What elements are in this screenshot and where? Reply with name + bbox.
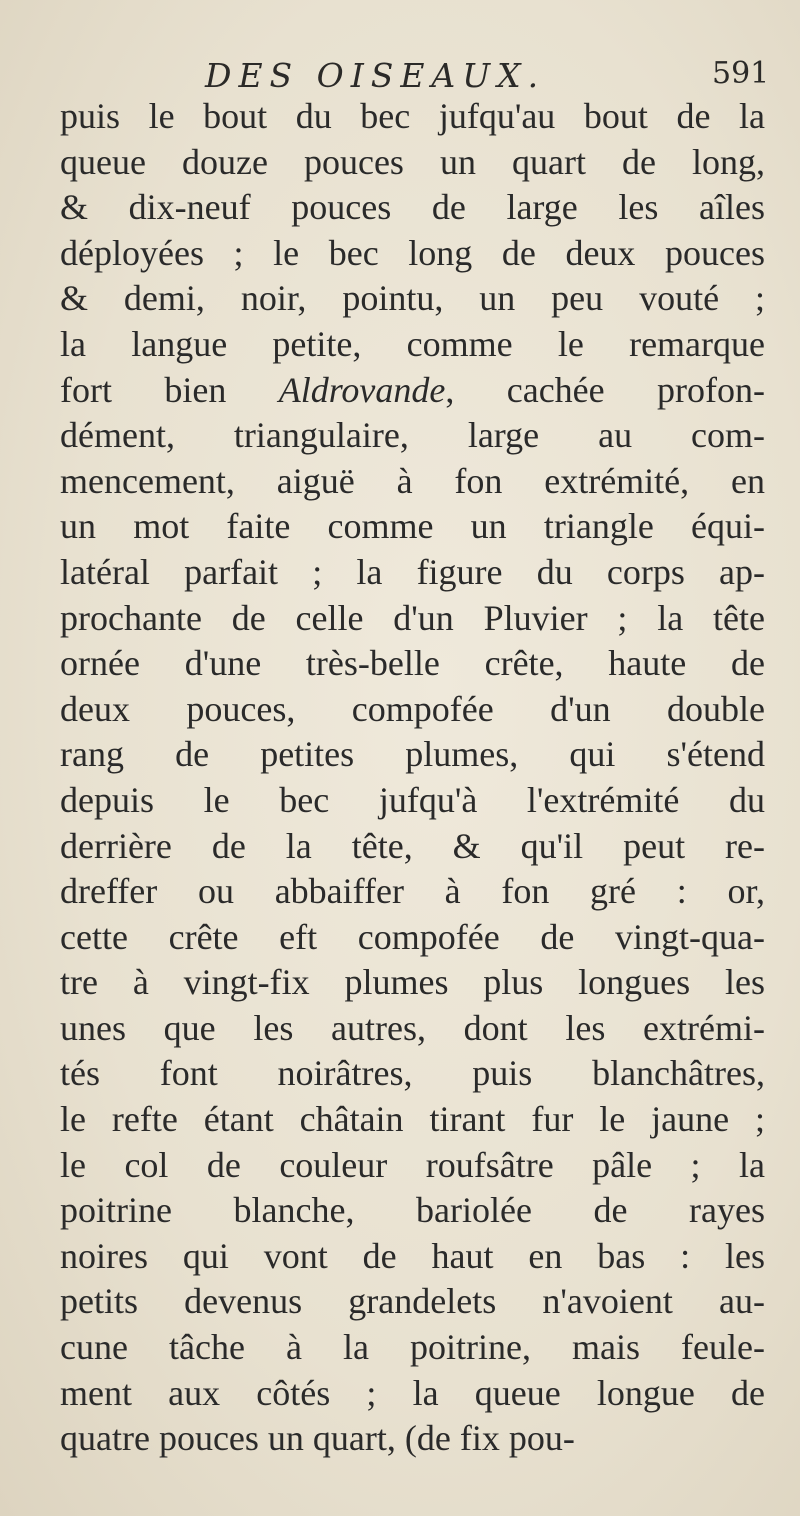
text-line: mencement, aiguë à fon extrémité, en: [60, 460, 765, 501]
text-segment: , cachée profon-: [445, 369, 765, 410]
text-line: & dix-neuf pouces de large les aîles: [60, 187, 765, 228]
text-line: petits devenus grandelets n'avoient au-: [60, 1281, 765, 1322]
text-line: queue douze pouces un quart de long,: [60, 141, 765, 182]
text-line: poitrine blanche, bariolée de rayes: [60, 1190, 765, 1231]
text-line: un mot faite comme un triangle équi-: [60, 506, 765, 547]
text-line: ornée d'une très-belle crête, haute de: [60, 643, 765, 684]
text-line: cune tâche à la poitrine, mais feule-: [60, 1327, 765, 1368]
page-number: 591: [712, 56, 770, 91]
text-line: déployées ; le bec long de deux pouces: [60, 232, 765, 273]
text-line: dément, triangulaire, large au com-: [60, 415, 765, 456]
text-line: & demi, noir, pointu, un peu vouté ;: [60, 278, 765, 319]
text-line: depuis le bec jufqu'à l'extrémité du: [60, 779, 765, 820]
author-name: Aldrovande: [278, 369, 446, 410]
body-text: [60, 94, 765, 1462]
text-line: rang de petites plumes, qui s'étend: [60, 734, 765, 775]
text-line: tre à vingt-fix plumes plus longues les: [60, 962, 765, 1003]
text-line: prochante de celle d'un Pluvier ; la tête: [60, 597, 765, 638]
page-header: [0, 50, 800, 100]
text-line: puis le bout du bec jufqu'au bout de la: [60, 96, 765, 136]
text-line: noires qui vont de haut en bas : les: [60, 1235, 765, 1276]
text-line: [60, 368, 765, 414]
text-line: cette crête eft compofée de vingt-qua-: [60, 916, 765, 957]
running-title: DES OISEAUX.: [205, 56, 546, 95]
text-segment: fort bien: [60, 369, 279, 410]
text-line: tés font noirâtres, puis blanchâtres,: [60, 1053, 765, 1094]
text-line: latéral parfait ; la figure du corps ap-: [60, 551, 765, 592]
text-line: la langue petite, comme le remarque: [60, 323, 765, 364]
text-line: dreffer ou abbaiffer à fon gré : or,: [60, 871, 765, 912]
text-line: le refte étant châtain tirant fur le jaune ;: [60, 1099, 765, 1140]
text-line: deux pouces, compofée d'un double: [60, 688, 765, 729]
text-line: quatre pouces un quart, (de fix pou-: [60, 1418, 575, 1459]
text-line: derrière de la tête, & qu'il peut re-: [60, 825, 765, 866]
text-line: unes que les autres, dont les extrémi-: [60, 1007, 765, 1048]
text-line: ment aux côtés ; la queue longue de: [60, 1372, 765, 1413]
text-line: le col de couleur roufsâtre pâle ; la: [60, 1144, 765, 1185]
